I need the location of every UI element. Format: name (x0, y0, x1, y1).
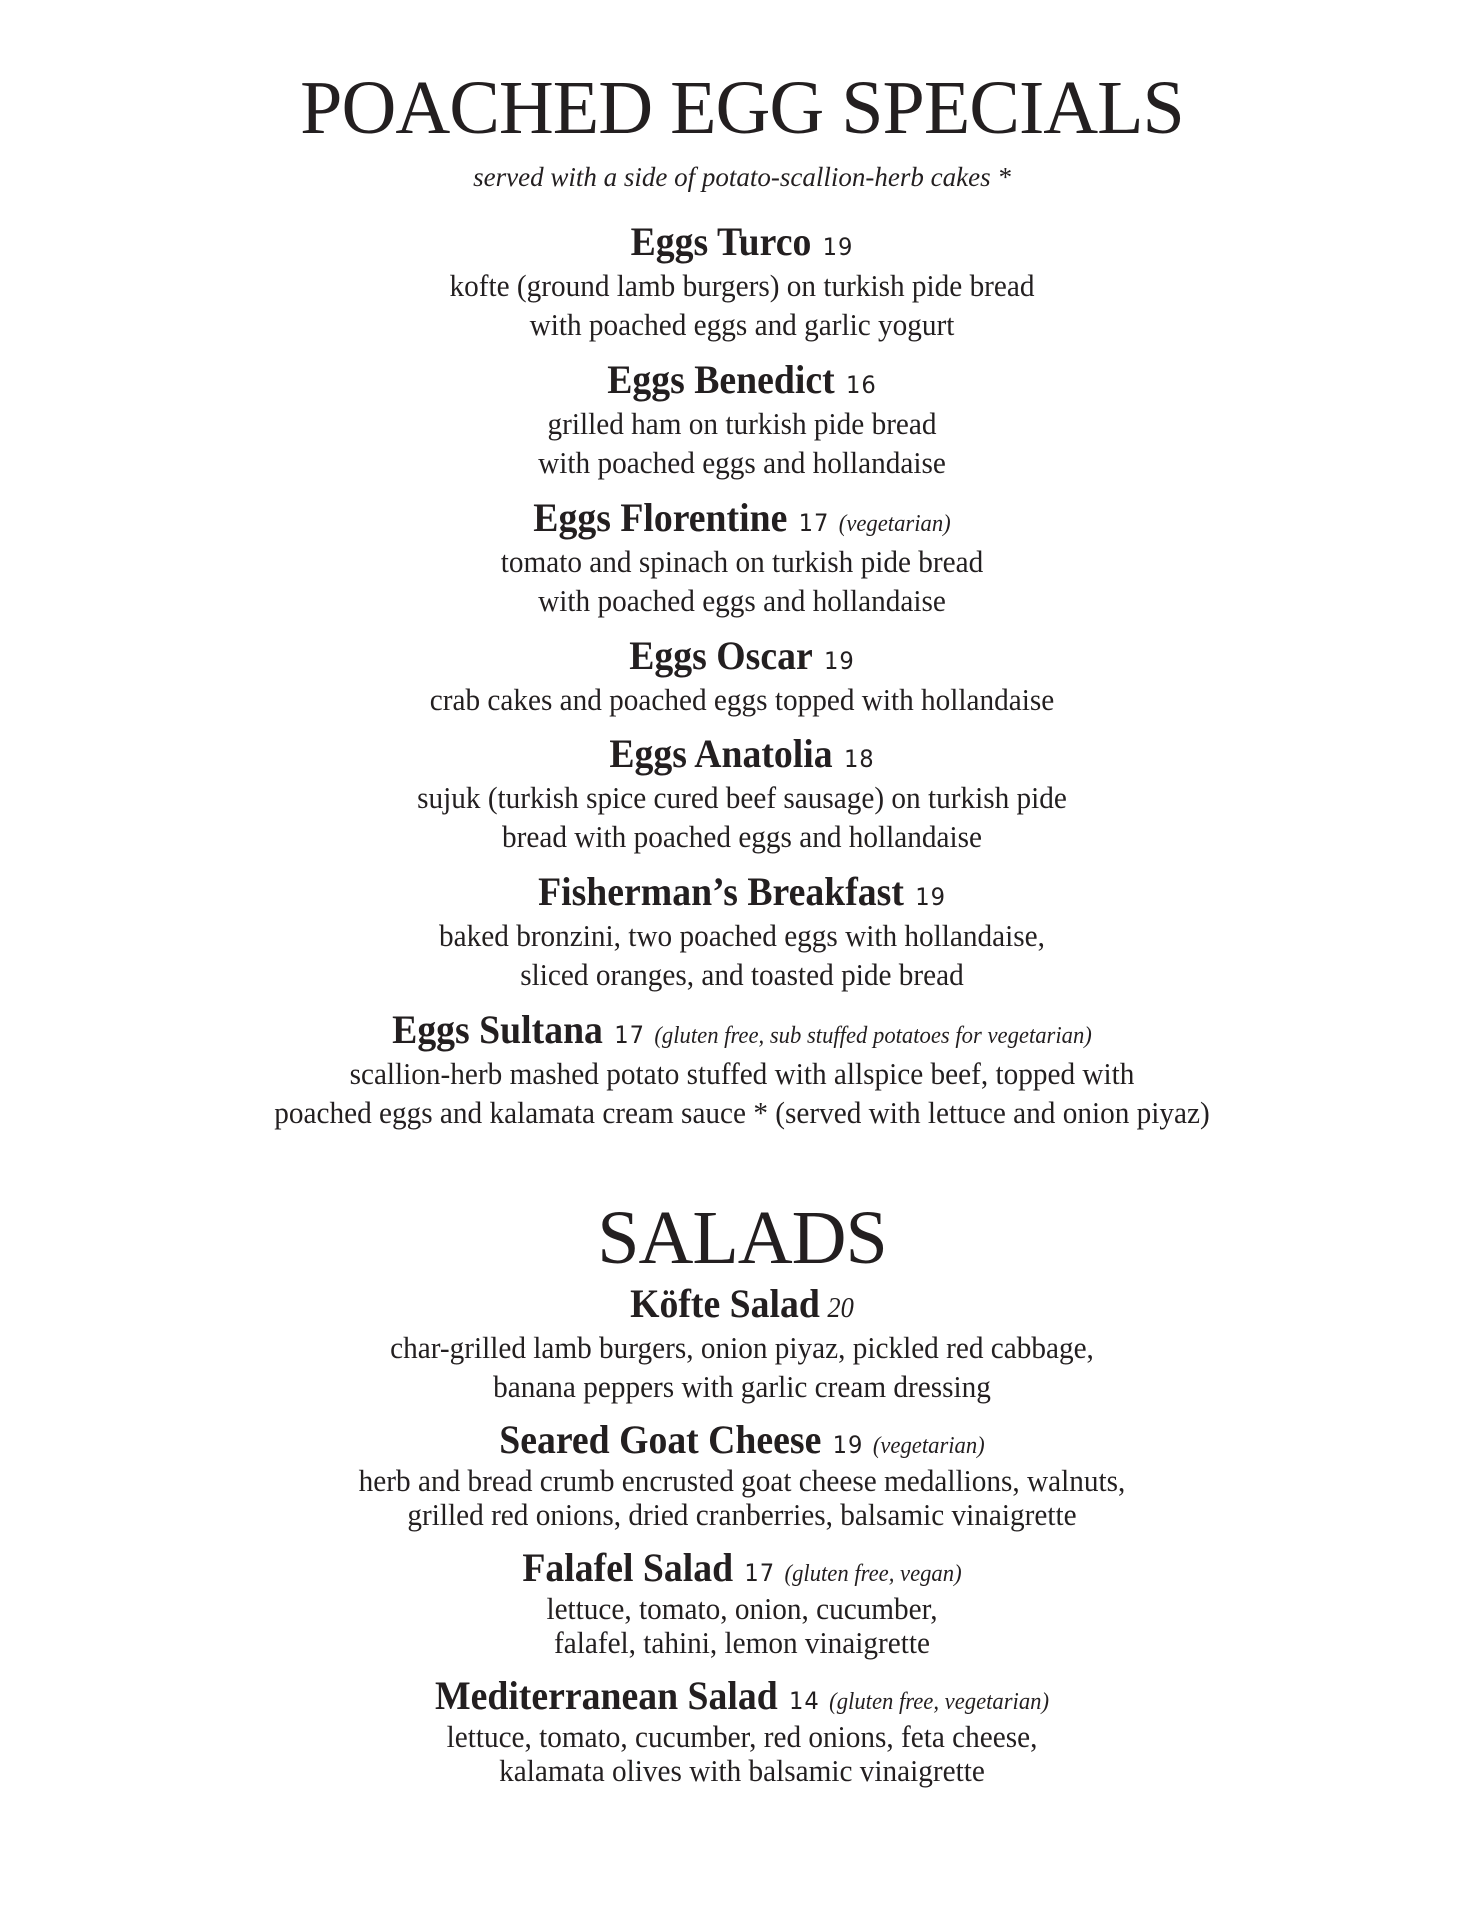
item-name: Mediterranean Salad (434, 1673, 778, 1718)
menu-item-kofte-salad (0, 1281, 1484, 1406)
menu-item-seared-goat-cheese (0, 1417, 1484, 1532)
item-name: Eggs Florentine (533, 495, 788, 540)
poached-subtitle: served with a side of potato-scallion-herb cakes * (473, 162, 1011, 192)
item-price: 17 (744, 1559, 776, 1587)
item-name: Seared Goat Cheese (499, 1417, 822, 1462)
item-description-line: kofte (ground lamb burgers) on turkish pide bread (449, 268, 1035, 303)
item-description-line: poached eggs and kalamata cream sauce * (served with lettuce and onion piyaz) (274, 1095, 1210, 1130)
item-name: Fisherman’s Breakfast (538, 869, 904, 914)
item-dietary-note: (gluten free, sub stuffed potatoes for vegetarian) (654, 1023, 1092, 1049)
item-description-line: falafel, tahini, lemon vinaigrette (553, 1625, 930, 1660)
menu-item-eggs-florentine (0, 495, 1484, 620)
item-description-line: char-grilled lamb burgers, onion piyaz, pickled red cabbage, (390, 1330, 1094, 1365)
menu-item-eggs-anatolia (0, 731, 1484, 856)
menu-item-eggs-sultana (0, 1007, 1484, 1132)
item-name: Eggs Oscar (629, 633, 813, 678)
item-price: 17 (614, 1021, 645, 1049)
item-description-line: with poached eggs and hollandaise (538, 583, 946, 618)
item-description-line: bread with poached eggs and hollandaise (502, 819, 982, 854)
item-description-line: sujuk (turkish spice cured beef sausage) on turkish pide (417, 780, 1067, 815)
item-name: Eggs Sultana (392, 1007, 603, 1052)
item-dietary-note: (vegetarian) (872, 1433, 985, 1459)
item-description-line: crab cakes and poached eggs topped with hollandaise (429, 682, 1055, 717)
menu-item-eggs-benedict (0, 357, 1484, 482)
menu-item-fishermans-breakfast (0, 869, 1484, 994)
item-dietary-note: (gluten free, vegan) (784, 1561, 962, 1587)
item-description-line: baked bronzini, two poached eggs with hollandaise, (439, 918, 1045, 953)
item-description-line: herb and bread crumb encrusted goat cheese medallions, walnuts, (358, 1463, 1126, 1498)
menu-item-mediterranean-salad (0, 1673, 1484, 1788)
item-price: 19 (824, 647, 855, 675)
item-name: Falafel Salad (522, 1545, 734, 1590)
poached-egg-specials-title: POACHED EGG SPECIALS (300, 66, 1184, 150)
item-description-line: kalamata olives with balsamic vinaigrette (499, 1753, 985, 1788)
item-description-line: lettuce, tomato, cucumber, red onions, feta cheese, (446, 1719, 1038, 1754)
item-price: 16 (846, 371, 877, 399)
item-price: 20 (827, 1293, 854, 1324)
item-description-line: lettuce, tomato, onion, cucumber, (546, 1591, 938, 1626)
item-price: 18 (843, 745, 875, 773)
item-description-line: grilled red onions, dried cranberries, balsamic vinaigrette (407, 1497, 1077, 1532)
item-price: 17 (798, 509, 830, 537)
item-name: Eggs Turco (630, 219, 812, 264)
menu-item-eggs-oscar (0, 633, 1484, 719)
item-description-line: tomato and spinach on turkish pide bread (500, 544, 984, 579)
item-name: Köfte Salad (630, 1281, 820, 1326)
item-price: 19 (915, 883, 946, 911)
item-description-line: with poached eggs and hollandaise (538, 445, 946, 480)
item-dietary-note: (gluten free, vegetarian) (829, 1689, 1050, 1715)
item-price: 14 (789, 1687, 820, 1715)
item-dietary-note: (vegetarian) (838, 511, 951, 537)
menu-item-falafel-salad (0, 1545, 1484, 1660)
salads-title: SALADS (597, 1196, 887, 1280)
item-description-line: scallion-herb mashed potato stuffed with allspice beef, topped with (349, 1056, 1135, 1091)
item-description-line: grilled ham on turkish pide bread (547, 406, 937, 441)
item-description-line: with poached eggs and garlic yogurt (529, 307, 955, 342)
item-description-line: banana peppers with garlic cream dressing (493, 1369, 991, 1404)
menu-item-eggs-turco (0, 219, 1484, 344)
item-price: 19 (832, 1431, 864, 1459)
item-description-line: sliced oranges, and toasted pide bread (520, 957, 964, 992)
item-price: 19 (822, 233, 854, 261)
item-name: Eggs Anatolia (609, 731, 833, 776)
item-name: Eggs Benedict (607, 357, 835, 402)
